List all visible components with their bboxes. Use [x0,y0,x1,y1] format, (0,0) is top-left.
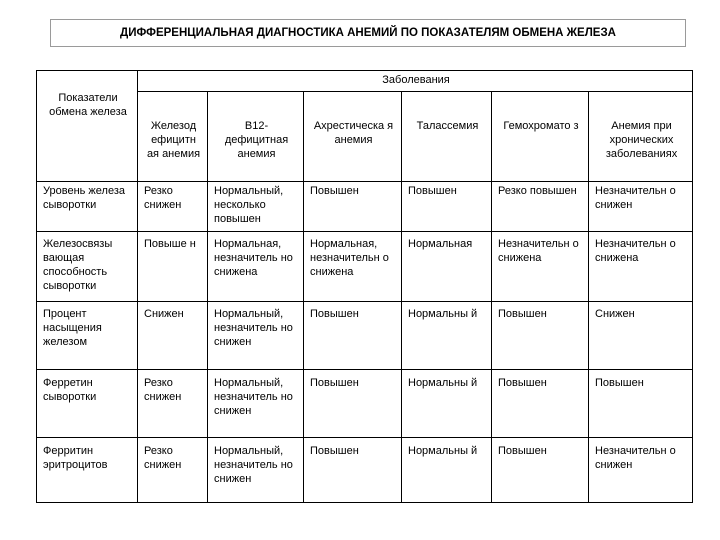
row-label: Ферретин сыворотки [37,370,138,438]
table-cell: Незначительн о снижен [589,182,693,232]
table-row [37,438,693,503]
table-cell: Нормальный, несколько повышен [208,182,304,232]
table-cell: Повышен [304,182,402,232]
table-cell: Повышен [492,370,589,438]
table-cell: Повышен [304,370,402,438]
column-header: Ахрестическа я анемия [304,92,402,182]
table-cell: Нормальная, незначительн о снижена [304,232,402,302]
row-label: Ферритин эритроцитов [37,438,138,503]
column-header: Талассемия [402,92,492,182]
table-cell: Резко снижен [138,370,208,438]
param-header: Показатели обмена железа [37,71,138,182]
table-cell: Снижен [589,302,693,370]
column-header: В12-дефицитная анемия [208,92,304,182]
page-title [50,19,686,47]
table-cell: Нормальный, незначитель но снижен [208,370,304,438]
table-cell: Нормальная [402,232,492,302]
table-cell: Нормальны й [402,302,492,370]
table-cell: Незначительн о снижена [492,232,589,302]
table-cell: Повыше н [138,232,208,302]
diseases-header: Заболевания [138,71,693,92]
column-header: Гемохромато з [492,92,589,182]
table-row [37,302,693,370]
table-cell: Незначительн о снижена [589,232,693,302]
table-cell: Незначительн о снижен [589,438,693,503]
table-cell: Нормальная, незначитель но снижена [208,232,304,302]
table-row [37,370,693,438]
table-cell: Резко снижен [138,438,208,503]
table-cell: Нормальный, незначитель но снижен [208,438,304,503]
row-label: Уровень железа сыворотки [37,182,138,232]
table-cell: Резко снижен [138,182,208,232]
table-cell: Повышен [492,438,589,503]
column-header: Железод ефицитн ая анемия [138,92,208,182]
table-row [37,232,693,302]
column-header: Анемия при хронических заболеваниях [589,92,693,182]
title-text: ДИФФЕРЕНЦИАЛЬНАЯ ДИАГНОСТИКА АНЕМИЙ ПО ПОКАЗАТЕЛЯМ ОБМЕНА ЖЕЛЕЗА [120,27,616,39]
table-cell: Снижен [138,302,208,370]
table-cell: Резко повышен [492,182,589,232]
table-cell: Нормальны й [402,438,492,503]
table-cell: Нормальны й [402,370,492,438]
table-cell: Повышен [492,302,589,370]
table-cell: Нормальный, незначитель но снижен [208,302,304,370]
row-label: Железосвязы вающая способность сыворотки [37,232,138,302]
table-cell: Повышен [304,438,402,503]
table-cell: Повышен [589,370,693,438]
row-label: Процент насыщения железом [37,302,138,370]
anemia-diagnostics-table [36,70,693,503]
table-cell: Повышен [402,182,492,232]
table-row [37,182,693,232]
table-cell: Повышен [304,302,402,370]
